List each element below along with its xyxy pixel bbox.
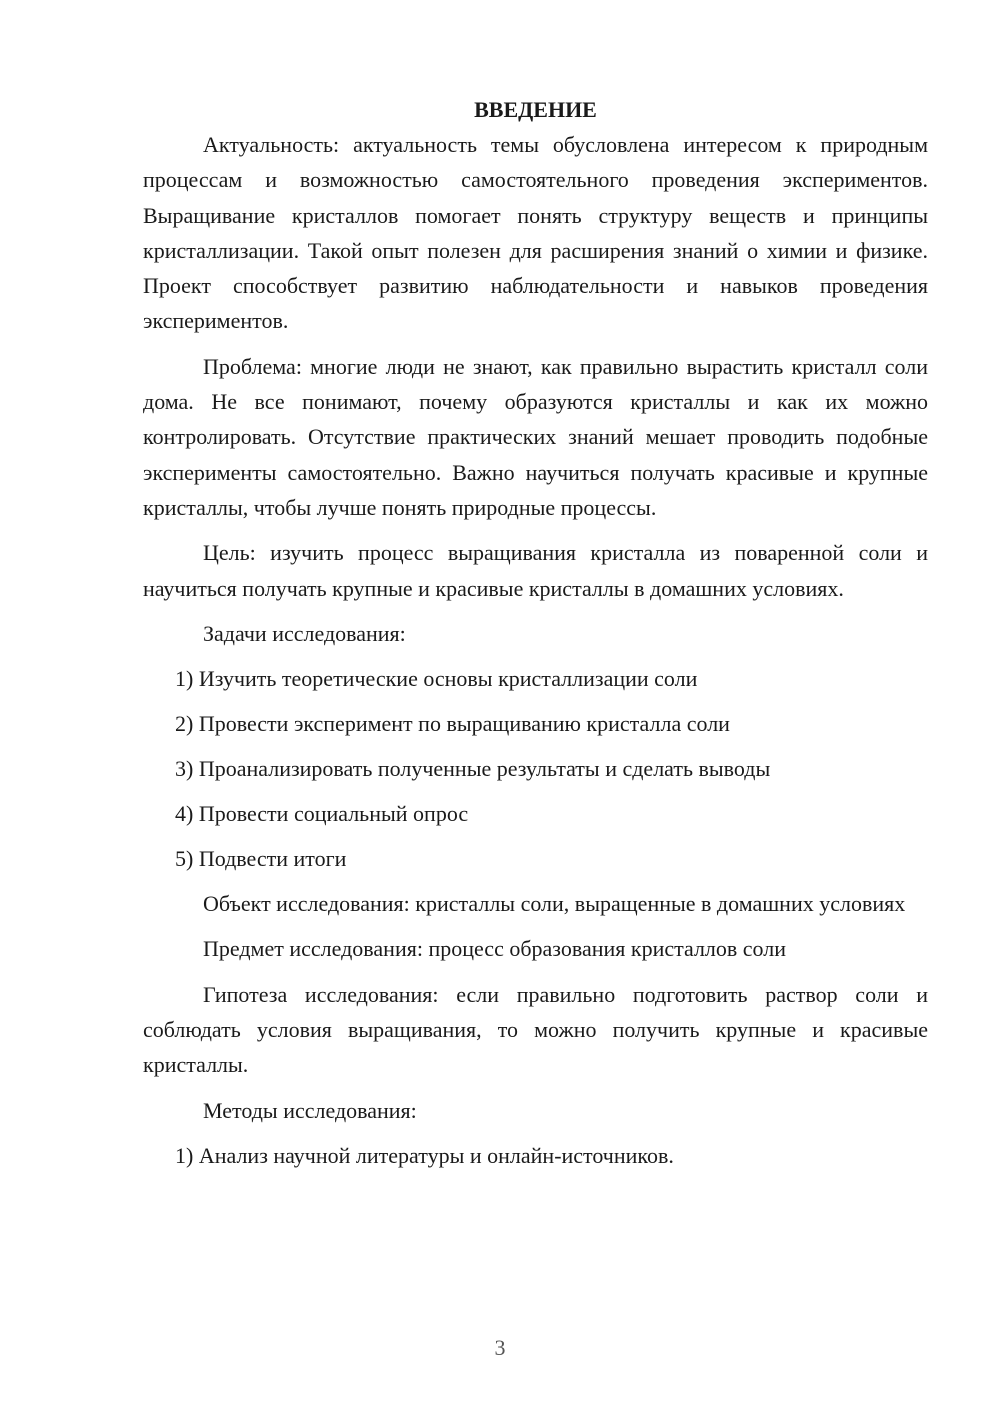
- hypothesis-paragraph: Гипотеза исследования: если правильно подготовить раствор соли и соблюдать условия выращивания, то можно получить крупные и красивые кристаллы.: [143, 981, 928, 1078]
- problem-paragraph: Проблема: многие люди не знают, как правильно вырастить кристалл соли дома. Не все понимают, почему образуются кристаллы и как их можно контролировать. Отсутствие практических знаний мешает проводить подобные эксперименты самостоятельно. Важно научиться получать красивые и крупные кристаллы, чтобы лучше понять природные процессы.: [143, 353, 928, 520]
- page-number: 3: [494, 1335, 506, 1360]
- task-item-2: 2) Провести эксперимент по выращиванию кристалла соли: [175, 711, 730, 737]
- task-item-4: 4) Провести социальный опрос: [175, 801, 469, 827]
- page-title: ВВЕДЕНИЕ: [474, 97, 597, 122]
- goal-paragraph: Цель: изучить процесс выращивания кристалла из поваренной соли и научиться получать крупные и красивые кристаллы в домашних условиях.: [143, 540, 928, 601]
- relevance-paragraph: Актуальность: актуальность темы обусловлена интересом к природным процессам и возможностью самостоятельного проведения экспериментов. Выращивание кристаллов помогает понять структуру веществ и принципы кристаллизации. Такой опыт полезен для расширения знаний о химии и физике. Проект способствует развитию наблюдательности и навыков проведения экспериментов.: [143, 132, 928, 334]
- task-item-5: 5) Подвести итоги: [175, 846, 347, 872]
- task-item-3: 3) Проанализировать полученные результаты и сделать выводы: [175, 756, 771, 782]
- methods-title: Методы исследования:: [203, 1097, 417, 1123]
- subject-paragraph: Предмет исследования: процесс образования кристаллов соли: [203, 936, 787, 962]
- method-item-1: 1) Анализ научной литературы и онлайн-источников.: [175, 1142, 674, 1168]
- document-page: [143, 92, 928, 1183]
- object-paragraph: Объект исследования: кристаллы соли, выращенные в домашних условиях: [203, 891, 906, 917]
- task-item-1: 1) Изучить теоретические основы кристаллизации соли: [175, 666, 698, 692]
- tasks-title: Задачи исследования:: [203, 620, 406, 646]
